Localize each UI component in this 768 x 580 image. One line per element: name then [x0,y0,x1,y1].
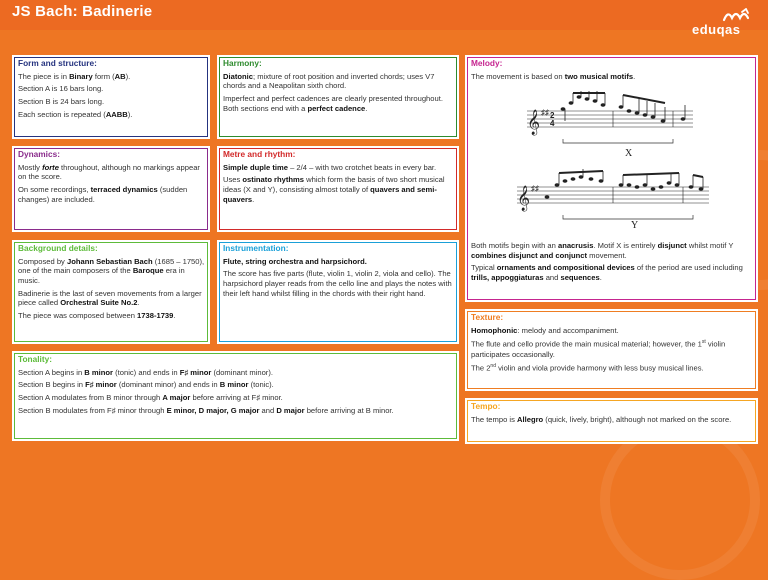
background-para-3: The piece was composed between 1738-1739. [18,310,176,320]
instrumentation-para-2: The score has five parts (flute, violin 1, violin 2, viola and cello). The harpsichord player reads from the cello line and plays the notes with their left hand whilst filling in the chords with their right hand. [223,269,452,298]
background-para-1: Composed by Johann Sebastian Bach (1685 – 1750), one of the main composers of the Baroque era in music. [18,256,205,285]
instrumentation-heading: Instrumentation: [223,243,289,253]
tonality-para-1: Section A begins in B minor (tonic) and ends in F♯ minor (dominant minor). [18,367,273,377]
melody-para-3: Typical ornaments and compositional devices of the period are used including trills, appoggiaturas and sequences. [471,263,743,282]
motif-x-notation [523,91,713,161]
motif-y-notation [513,167,713,237]
instrumentation-para-1: Flute, string orchestra and harpsichord. [223,256,367,266]
form-heading: Form and structure: [18,58,97,68]
tonality-heading: Tonality: [18,354,52,364]
harmony-card [217,55,459,139]
motif-y-label: Y [631,220,639,231]
tempo-heading: Tempo: [471,401,501,411]
form-line-3: Section B is 24 bars long. [18,97,105,107]
dynamics-para-1: Mostly forte throughout, although no markings appear on the score. [18,162,200,182]
logo-mark-icon [722,8,752,22]
decorative-circle [600,420,760,580]
svg-text:𝄞: 𝄞 [527,110,541,135]
metre-para-2: Uses ostinato rhythms which form the basis of two short musical ideas (X and Y), consisting almost totally of quavers and semi-quavers. [223,175,445,204]
melody-para-2: Both motifs begin with an anacrusis. Motif X is entirely disjunct whilst motif Y combines disjunct and conjunct movement. [471,241,734,260]
logo-text: eduqas [692,22,741,37]
form-line-1: The piece is in Binary form (AB). [18,71,131,81]
melody-card [465,55,758,302]
tonality-para-3: Section A modulates from B minor through A major before arriving at F♯ minor. [18,393,283,403]
texture-para-3: The 2nd violin and viola provide harmony with less busy musical lines. [471,363,704,373]
melody-para-1: The movement is based on two musical motifs. [471,71,636,81]
tonality-card [12,351,459,441]
background-heading: Background details: [18,243,98,253]
texture-para-2: The flute and cello provide the main musical material; however, the 1st violin participates occasionally. [471,339,726,359]
form-structure-card [12,55,210,139]
svg-text:2: 2 [550,111,555,120]
texture-para-1: Homophonic: melody and accompaniment. [471,325,619,335]
metre-rhythm-card [217,146,459,232]
dynamics-para-2: On some recordings, terraced dynamics (sudden changes) are included. [18,184,188,204]
dynamics-heading: Dynamics: [18,149,60,159]
svg-text:♯♯: ♯♯ [531,184,539,193]
texture-card [465,309,758,391]
eduqas-logo [692,8,754,36]
metre-para-1: Simple duple time – 2/4 – with two crotchet beats in every bar. [223,162,437,172]
harmony-heading: Harmony: [223,58,262,68]
svg-text:𝄞: 𝄞 [517,186,531,211]
motif-x-label: X [625,148,633,159]
harmony-para-2: Imperfect and perfect cadences are clearly presented throughout. Both sections end with a perfect cadence. [223,93,443,113]
form-line-4: Each section is repeated (AABB). [18,109,133,119]
tempo-card [465,398,758,444]
tempo-para-1: The tempo is Allegro (quick, lively, bright), although not marked on the score. [471,414,732,424]
svg-text:♯♯: ♯♯ [541,108,549,117]
svg-text:4: 4 [550,119,555,128]
melody-heading: Melody: [471,58,503,68]
tonality-para-4: Section B modulates from F♯ minor through E minor, D major, G major and D major before arriving at B minor. [18,405,394,415]
header-bar [0,0,768,37]
background-details-card [12,240,210,344]
texture-heading: Texture: [471,312,504,322]
background-para-2: Badinerie is the last of seven movements from a larger piece called Orchestral Suite No.2. [18,288,202,308]
metre-heading: Metre and rhythm: [223,149,296,159]
instrumentation-card [217,240,459,344]
dynamics-card [12,146,210,232]
tonality-para-2: Section B begins in F♯ minor (dominant minor) and ends in B minor (tonic). [18,380,274,390]
form-line-2: Section A is 16 bars long. [18,84,104,94]
page-title: JS Bach: Badinerie [12,3,153,20]
harmony-para-1: Diatonic; mixture of root position and inverted chords; uses V7 chords and a Neapolitan sixth chord. [223,71,435,91]
